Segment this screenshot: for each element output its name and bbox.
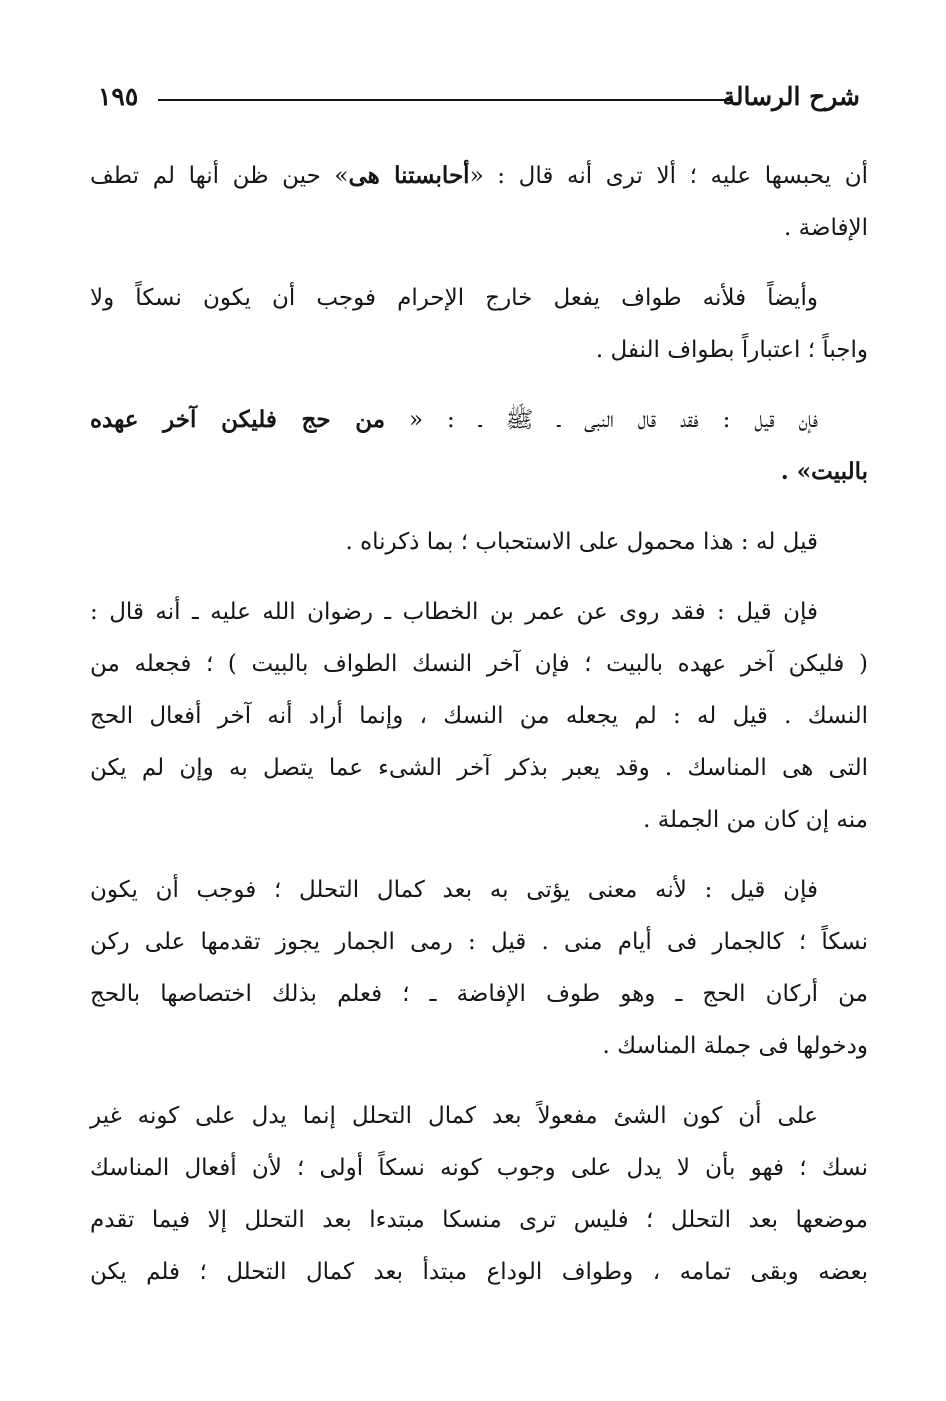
paragraph <box>90 394 868 498</box>
paragraph <box>90 586 868 846</box>
text-line: بعضه وبقى تمامه ، وطواف الوداع مبتدأ بعد كمال التحلل ؛ فلم يكن <box>90 1259 868 1285</box>
text-line: ودخولها فى جملة المناسك . <box>602 1033 868 1059</box>
text-line: منه إن كان من الجملة . <box>643 807 868 833</box>
paragraph <box>90 272 868 376</box>
page-body <box>90 150 868 1316</box>
header-rule <box>158 99 733 101</box>
paragraph <box>90 1090 868 1298</box>
text-line: فإن قيل : لأنه معنى يؤتى به بعد كمال التحلل ؛ فوجب أن يكون <box>90 877 818 903</box>
text-line: فإن قيل : فقد روى عن عمر بن الخطاب ـ رضوان الله عليه ـ أنه قال : <box>90 599 818 625</box>
running-title: شرح الرسالة <box>722 82 860 111</box>
text-line: فإن قيل : فقد قال النبى ـ ﷺ ـ : « من حج فليكن آخر عهده <box>90 406 818 433</box>
text-line: ( فليكن آخر عهده بالبيت ؛ فإن آخر النسك الطواف بالبيت ) ؛ فجعله من <box>90 651 868 677</box>
text-line: موضعها بعد التحلل ؛ فليس ترى منسكا مبتدءا بعد التحلل إلا فيما تقدم <box>90 1207 868 1233</box>
paragraph <box>90 864 868 1072</box>
text-line: الإفاضة . <box>784 215 868 241</box>
text-line: وأيضاً فلأنه طواف يفعل خارج الإحرام فوجب أن يكون نسكاً ولا <box>90 285 818 311</box>
page-number: ١٩٥ <box>98 82 139 111</box>
text-line: النسك . قيل له : لم يجعله من النسك ، وإنما أراد أنه آخر أفعال الحج <box>90 703 868 729</box>
hadith-text: من حج فليكن آخر عهده <box>90 406 386 433</box>
text-line: على أن كون الشئ مفعولاً بعد كمال التحلل إنما يدل على كونه غير <box>90 1103 818 1129</box>
running-header <box>90 78 868 122</box>
text-line: نسك ؛ فهو بأن لا يدل على وجوب كونه نسكاً أولى ؛ لأن أفعال المناسك <box>90 1155 868 1181</box>
text-line: من أركان الحج ـ وهو طوف الإفاضة ـ ؛ فعلم بذلك اختصاصها بالحج <box>90 981 868 1007</box>
text-line: التى هى المناسك . وقد يعبر بذكر آخر الشىء عما يتصل به وإن لم يكن <box>90 755 868 781</box>
text-line: قيل له : هذا محمول على الاستحباب ؛ بما ذكرناه . <box>345 529 818 555</box>
text-line: أن يحبسها عليه ؛ ألا ترى أنه قال : «أحابستنا هى» حين ظن أنها لم تطف <box>90 162 869 189</box>
text-line: واجباً ؛ اعتباراً بطواف النفل . <box>595 337 868 363</box>
quoted-phrase: أحابستنا هى <box>348 162 470 189</box>
paragraph <box>90 516 868 568</box>
paragraph <box>90 150 868 254</box>
text-line: بالبيت» . <box>780 458 868 485</box>
text-line: نسكاً ؛ كالجمار فى أيام منى . قيل : رمى الجمار يجوز تقدمها على ركن <box>90 929 868 955</box>
